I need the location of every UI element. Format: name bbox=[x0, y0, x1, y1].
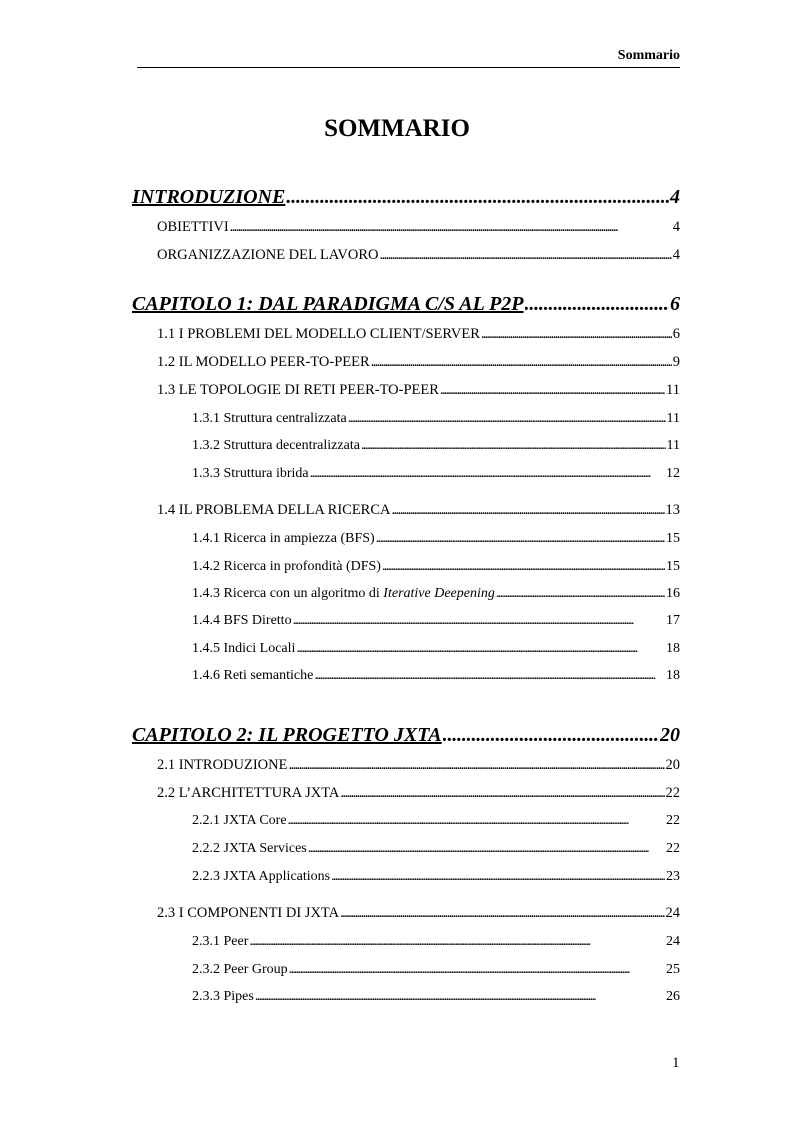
toc-entry-page: 22 bbox=[666, 841, 680, 856]
toc-entry-label bbox=[192, 666, 313, 686]
toc-entry-label-text: 1.4 IL PROBLEMA DELLA RICERCA bbox=[157, 502, 391, 518]
toc-leader bbox=[288, 811, 665, 831]
toc-leader bbox=[382, 557, 665, 577]
toc-entry-label-text: 2.3.2 Peer Group bbox=[192, 962, 288, 977]
toc-leader bbox=[255, 987, 665, 1007]
toc-entry-page: 15 bbox=[666, 531, 680, 546]
toc-entry[interactable] bbox=[157, 755, 680, 775]
toc-leader bbox=[249, 932, 665, 952]
toc-entry[interactable] bbox=[157, 352, 680, 372]
toc-entry-label bbox=[192, 464, 309, 484]
toc-entry[interactable] bbox=[192, 666, 680, 686]
toc-entry-label-text: 1.4.1 Ricerca in ampiezza (BFS) bbox=[192, 531, 375, 546]
toc-entry-label-italic: Iterative Deepening bbox=[383, 586, 495, 601]
toc-entry-page: 22 bbox=[665, 785, 680, 801]
toc-entry-page: 20 bbox=[660, 724, 680, 746]
toc-entry-label bbox=[192, 557, 381, 577]
toc-entry-page: 4 bbox=[672, 247, 680, 263]
toc-entry[interactable] bbox=[157, 245, 680, 265]
toc-entry[interactable] bbox=[157, 217, 680, 237]
toc-entry-label-text: 2.3 I COMPONENTI DI JXTA bbox=[157, 905, 340, 921]
toc-leader bbox=[443, 722, 659, 748]
toc-entry-label-text: 1.4.3 Ricerca con un algoritmo di bbox=[192, 586, 384, 601]
toc-entry-label bbox=[192, 987, 254, 1007]
toc-entry-label bbox=[157, 245, 379, 265]
toc-entry-label-text: 1.2 IL MODELLO PEER-TO-PEER bbox=[157, 354, 370, 370]
toc-entry-label-text: OBIETTIVI bbox=[157, 219, 229, 235]
toc-entry-page: 12 bbox=[666, 466, 680, 481]
toc-entry-page: 24 bbox=[666, 934, 680, 949]
toc-entry-page: 18 bbox=[666, 641, 680, 656]
toc-entry-label bbox=[192, 409, 347, 429]
toc-leader bbox=[481, 324, 672, 344]
toc-entry[interactable] bbox=[192, 932, 680, 952]
toc-entry-page: 17 bbox=[666, 613, 680, 628]
toc-entry-page: 4 bbox=[670, 186, 680, 208]
toc-entry-page: 20 bbox=[665, 757, 680, 773]
toc-entry-label-text: 1.3.2 Struttura decentralizzata bbox=[192, 438, 360, 453]
toc-entry-label-text: 1.4.5 Indici Locali bbox=[192, 641, 296, 656]
toc-leader bbox=[525, 291, 669, 317]
toc-entry-label bbox=[157, 755, 287, 775]
toc-entry-page: 26 bbox=[666, 989, 680, 1004]
running-header-title: Sommario bbox=[617, 48, 680, 63]
toc-entry-label-text: 1.4.4 BFS Diretto bbox=[192, 613, 292, 628]
toc-entry-page: 15 bbox=[666, 559, 680, 574]
toc-leader bbox=[293, 611, 665, 631]
toc-leader bbox=[340, 783, 664, 803]
toc-entry[interactable] bbox=[192, 464, 680, 484]
toc-entry-page: 25 bbox=[666, 962, 680, 977]
toc-leader bbox=[331, 867, 665, 887]
toc-entry[interactable] bbox=[192, 960, 680, 980]
toc-entry-label-text: INTRODUZIONE bbox=[132, 186, 286, 208]
toc-entry-label bbox=[192, 529, 375, 549]
toc-entry-label bbox=[157, 500, 391, 520]
toc-entry-label-text: 1.3 LE TOPOLOGIE DI RETI PEER-TO-PEER bbox=[157, 382, 439, 398]
toc-entry-page: 11 bbox=[666, 438, 680, 453]
toc-entry-label-text: 2.2.1 JXTA Core bbox=[192, 813, 287, 828]
toc-leader bbox=[380, 245, 672, 265]
toc-entry-page: 24 bbox=[665, 905, 680, 921]
toc-entry[interactable] bbox=[192, 557, 680, 577]
toc-entry-label bbox=[157, 903, 339, 923]
toc-entry-label-text: 1.4.2 Ricerca in profondità (DFS) bbox=[192, 559, 381, 574]
toc-leader bbox=[289, 960, 665, 980]
toc-leader bbox=[361, 436, 666, 456]
toc-entry-label-text: 2.2.3 JXTA Applications bbox=[192, 869, 331, 884]
toc-entry-page: 11 bbox=[666, 411, 680, 426]
toc-entry-page: 11 bbox=[666, 382, 680, 398]
toc-entry[interactable] bbox=[157, 903, 680, 923]
toc-entry-label bbox=[157, 783, 339, 803]
toc-entry-label bbox=[192, 960, 288, 980]
toc-entry[interactable] bbox=[192, 639, 680, 659]
toc-entry-label-text: 1.3.3 Struttura ibrida bbox=[192, 466, 309, 481]
toc-entry-label bbox=[192, 436, 360, 456]
toc-leader bbox=[230, 217, 672, 237]
toc-entry[interactable] bbox=[132, 291, 680, 317]
toc-entry-label bbox=[157, 380, 439, 400]
toc-entry-page: 6 bbox=[670, 293, 680, 315]
toc-entry-page: 23 bbox=[666, 869, 680, 884]
toc-entry-label-text: 1.1 I PROBLEMI DEL MODELLO CLIENT/SERVER bbox=[157, 326, 480, 342]
toc-entry[interactable] bbox=[192, 584, 680, 604]
toc-leader bbox=[440, 380, 665, 400]
toc-leader bbox=[314, 666, 665, 686]
toc-entry-page: 6 bbox=[672, 326, 680, 342]
toc-leader bbox=[392, 500, 665, 520]
toc-leader bbox=[296, 639, 665, 659]
toc-entry[interactable] bbox=[132, 722, 680, 748]
toc-leader bbox=[288, 755, 664, 775]
toc-entry-label-text: 2.2 L’ARCHITETTURA JXTA bbox=[157, 785, 340, 801]
toc-leader bbox=[286, 184, 669, 210]
toc-entry[interactable] bbox=[192, 839, 680, 859]
toc-entry[interactable] bbox=[192, 987, 680, 1007]
toc-entry-label bbox=[132, 722, 442, 748]
toc-entry-label bbox=[192, 611, 292, 631]
toc-entry-label-text: CAPITOLO 1: DAL PARADIGMA C/S AL P2P bbox=[132, 293, 524, 315]
toc-entry-label bbox=[192, 584, 495, 604]
toc-entry-label bbox=[192, 811, 287, 831]
toc-entry[interactable] bbox=[192, 529, 680, 549]
toc-entry[interactable] bbox=[192, 409, 680, 429]
toc-entry[interactable] bbox=[157, 500, 680, 520]
toc-leader bbox=[310, 464, 665, 484]
toc-entry-page: 18 bbox=[666, 668, 680, 683]
toc-entry-label-text: 2.3.3 Pipes bbox=[192, 989, 254, 1004]
toc-entry-label bbox=[157, 324, 480, 344]
toc-entry-label-text: 2.3.1 Peer bbox=[192, 934, 249, 949]
toc-entry-label bbox=[132, 291, 524, 317]
toc-entry-label bbox=[192, 839, 307, 859]
toc-entry-page: 9 bbox=[672, 354, 680, 370]
toc-entry[interactable] bbox=[157, 324, 680, 344]
toc-entry-label-text: 2.2.2 JXTA Services bbox=[192, 841, 307, 856]
toc-entry[interactable] bbox=[157, 380, 680, 400]
toc-entry-label-text: 1.3.1 Struttura centralizzata bbox=[192, 411, 347, 426]
toc-entry-label bbox=[132, 184, 285, 210]
toc-leader bbox=[371, 352, 672, 372]
page-number: 1 bbox=[672, 1055, 680, 1071]
toc-entry[interactable] bbox=[192, 611, 680, 631]
toc-entry[interactable] bbox=[132, 184, 680, 210]
toc-leader bbox=[496, 584, 665, 604]
toc-entry-label-text: ORGANIZZAZIONE DEL LAVORO bbox=[157, 247, 379, 263]
toc-entry-label-text: 2.1 INTRODUZIONE bbox=[157, 757, 288, 773]
toc-entry-label bbox=[192, 932, 248, 952]
toc-leader bbox=[376, 529, 665, 549]
toc-entry-label bbox=[157, 217, 229, 237]
toc-entry[interactable] bbox=[192, 867, 680, 887]
toc-entry-label bbox=[192, 867, 330, 887]
toc-leader bbox=[308, 839, 665, 859]
toc-entry-page: 22 bbox=[666, 813, 680, 828]
toc-entry-label bbox=[157, 352, 370, 372]
toc-entry-label-text: CAPITOLO 2: IL PROGETTO JXTA bbox=[132, 724, 442, 746]
toc-entry-label bbox=[192, 639, 295, 659]
toc-entry[interactable] bbox=[192, 811, 680, 831]
toc-entry-label-text: 1.4.6 Reti semantiche bbox=[192, 668, 314, 683]
toc-entry-page: 4 bbox=[672, 219, 680, 235]
toc-entry-page: 13 bbox=[665, 502, 680, 518]
toc-leader bbox=[348, 409, 666, 429]
toc-entry[interactable] bbox=[157, 783, 680, 803]
toc-leader bbox=[340, 903, 664, 923]
toc-entry[interactable] bbox=[192, 436, 680, 456]
toc-entry-page: 16 bbox=[666, 586, 680, 601]
page-title: SOMMARIO bbox=[324, 115, 470, 142]
